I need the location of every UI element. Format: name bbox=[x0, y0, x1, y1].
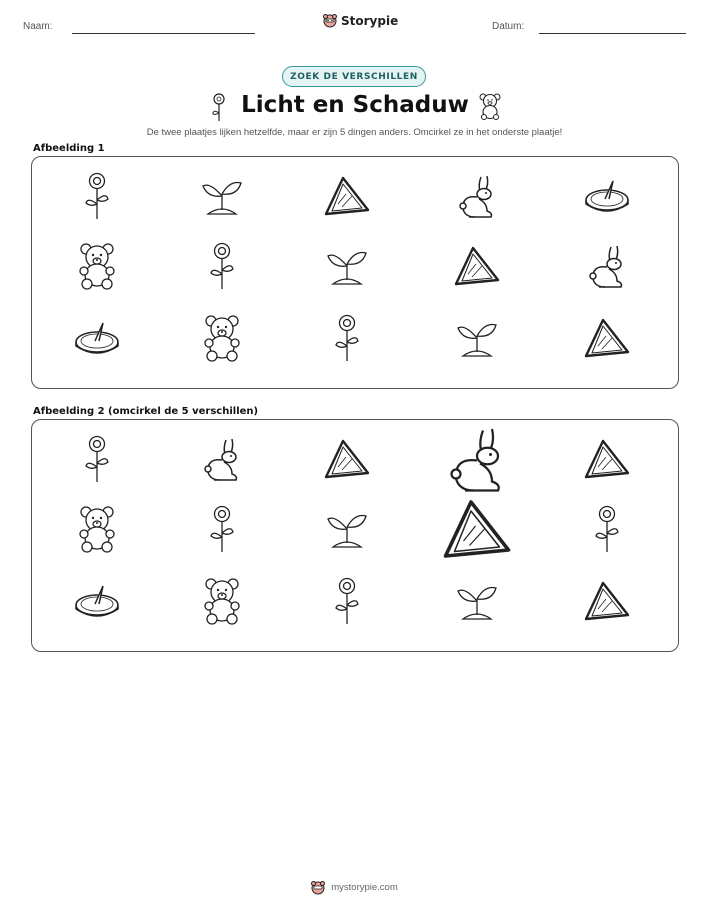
picture-2-cell-r1-c2[interactable] bbox=[172, 430, 272, 488]
prism-icon bbox=[452, 244, 502, 288]
prism-icon bbox=[322, 174, 372, 218]
picture-1-cell-r2-c1 bbox=[47, 237, 147, 295]
picture-1-cell-r2-c3 bbox=[297, 237, 397, 295]
flower-icon bbox=[334, 314, 360, 362]
flower-icon bbox=[334, 577, 360, 625]
picture-1-cell-r2-c5 bbox=[557, 237, 657, 295]
picture-2-cell-r2-c2[interactable] bbox=[172, 500, 272, 558]
picture-1-cell-r1-c3 bbox=[297, 167, 397, 225]
brand-name: Storypie bbox=[341, 13, 399, 28]
teddy-bear-icon bbox=[477, 92, 503, 120]
picture-1-cell-r1-c4 bbox=[427, 167, 527, 225]
page-title: Licht en Schaduw bbox=[241, 92, 469, 118]
teddy-icon bbox=[77, 505, 117, 553]
picture-1-cell-r2-c2 bbox=[172, 237, 272, 295]
picture-2-cell-r3-c4[interactable] bbox=[427, 572, 527, 630]
picture-2-cell-r2-c1[interactable] bbox=[47, 500, 147, 558]
rabbit-icon bbox=[202, 436, 242, 482]
picture-1-cell-r3-c1 bbox=[47, 309, 147, 367]
prism-icon bbox=[322, 437, 372, 481]
name-label: Naam: bbox=[23, 21, 53, 32]
teddy-icon bbox=[202, 314, 242, 362]
picture-2-cell-r1-c5[interactable] bbox=[557, 430, 657, 488]
activity-badge: ZOEK DE VERSCHILLEN bbox=[282, 66, 426, 87]
picture-2-cell-r3-c2[interactable] bbox=[172, 572, 272, 630]
flower-icon bbox=[84, 172, 110, 220]
picture-1-label: Afbeelding 1 bbox=[33, 143, 105, 154]
prism-icon bbox=[582, 316, 632, 360]
sundial-icon bbox=[583, 178, 631, 214]
sprout-icon bbox=[325, 244, 369, 288]
picture-1-panel bbox=[31, 156, 679, 389]
picture-2-panel bbox=[31, 419, 679, 652]
picture-2-cell-r1-c3[interactable] bbox=[297, 430, 397, 488]
sprout-icon bbox=[200, 174, 244, 218]
flower-icon bbox=[209, 505, 235, 553]
picture-2-cell-r2-c4[interactable] bbox=[427, 500, 527, 558]
sprout-icon bbox=[455, 316, 499, 360]
picture-2-cell-r2-c5[interactable] bbox=[557, 500, 657, 558]
footer bbox=[0, 880, 709, 895]
sprout-icon bbox=[455, 579, 499, 623]
prism-icon bbox=[582, 579, 632, 623]
brand-logo bbox=[323, 13, 398, 28]
picture-1-cell-r2-c4 bbox=[427, 237, 527, 295]
teddy-icon bbox=[77, 242, 117, 290]
prism-icon bbox=[582, 437, 632, 481]
flower-icon bbox=[84, 435, 110, 483]
rabbit-icon bbox=[447, 425, 507, 494]
picture-1-cell-r1-c2 bbox=[172, 167, 272, 225]
picture-2-cell-r2-c3[interactable] bbox=[297, 500, 397, 558]
picture-1-cell-r3-c5 bbox=[557, 309, 657, 367]
picture-1-cell-r3-c4 bbox=[427, 309, 527, 367]
storypie-mascot-icon bbox=[311, 880, 325, 895]
picture-1-cell-r1-c5 bbox=[557, 167, 657, 225]
picture-2-label: Afbeelding 2 (omcirkel de 5 verschillen) bbox=[33, 406, 259, 417]
prism-icon bbox=[440, 496, 515, 562]
teddy-icon bbox=[202, 577, 242, 625]
picture-2-cell-r3-c1[interactable] bbox=[47, 572, 147, 630]
picture-1-cell-r3-c2 bbox=[172, 309, 272, 367]
instructions: De twee plaatjes lijken hetzelfde, maar er zijn 5 dingen anders. Omcirkel ze in het onderste plaatje! bbox=[146, 127, 563, 138]
rabbit-icon bbox=[457, 173, 497, 219]
sundial-icon bbox=[73, 583, 121, 619]
rabbit-icon bbox=[587, 243, 627, 289]
sundial-icon bbox=[73, 320, 121, 356]
date-line[interactable] bbox=[539, 33, 686, 34]
picture-1-cell-r1-c1 bbox=[47, 167, 147, 225]
picture-2-cell-r1-c1[interactable] bbox=[47, 430, 147, 488]
name-line[interactable] bbox=[72, 33, 255, 34]
flower-icon bbox=[210, 92, 228, 122]
picture-1-cell-r3-c3 bbox=[297, 309, 397, 367]
date-label: Datum: bbox=[492, 21, 525, 32]
picture-2-cell-r3-c3[interactable] bbox=[297, 572, 397, 630]
picture-2-cell-r1-c4[interactable] bbox=[427, 430, 527, 488]
flower-icon bbox=[594, 505, 620, 553]
flower-icon bbox=[209, 242, 235, 290]
picture-2-cell-r3-c5[interactable] bbox=[557, 572, 657, 630]
footer-url[interactable]: mystorypie.com bbox=[331, 882, 398, 893]
sprout-icon bbox=[325, 507, 369, 551]
storypie-mascot-icon bbox=[323, 13, 337, 28]
